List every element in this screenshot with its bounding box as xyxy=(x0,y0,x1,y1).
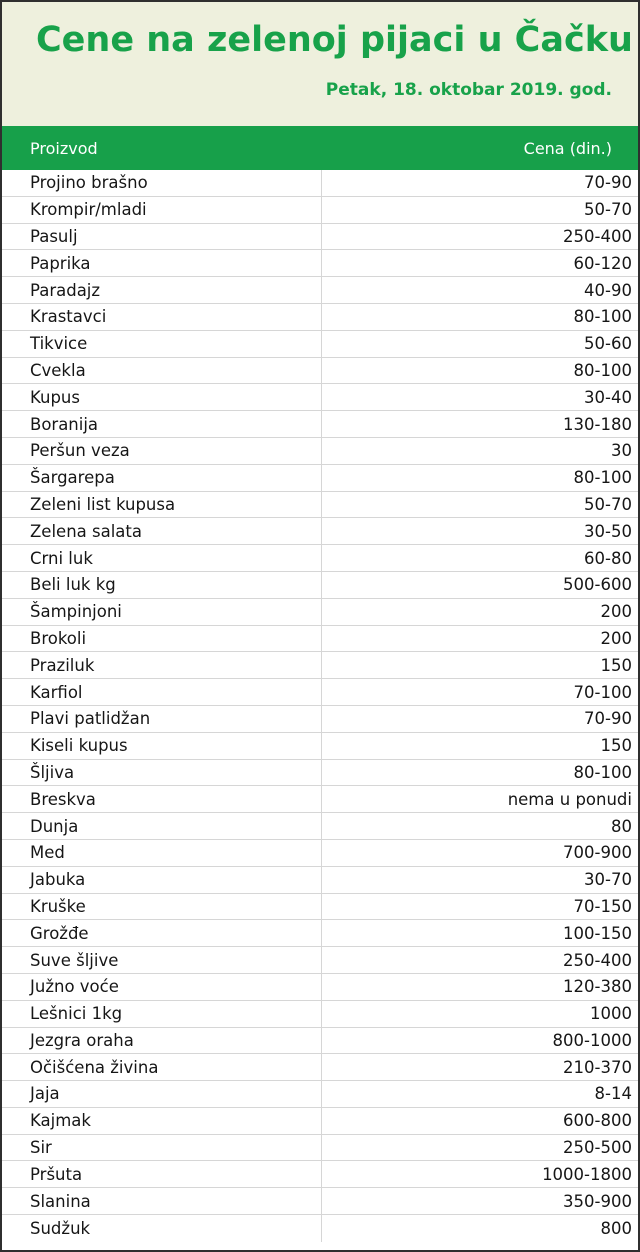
cell-price: 70-150 xyxy=(573,896,632,916)
table-row xyxy=(2,947,638,974)
table-row xyxy=(2,760,638,787)
cell-product: Brokoli xyxy=(2,626,322,652)
cell-price: 1000-1800 xyxy=(542,1164,632,1184)
table-header-row xyxy=(2,126,638,170)
table-row xyxy=(2,197,638,224)
table-row xyxy=(2,626,638,653)
cell-price: 200 xyxy=(600,628,632,648)
cell-product: Jezgra oraha xyxy=(2,1028,322,1054)
cell-product: Šljiva xyxy=(2,760,322,786)
cell-price: 60-120 xyxy=(573,253,632,273)
table-row xyxy=(2,652,638,679)
cell-price: 200 xyxy=(600,602,632,622)
table-row xyxy=(2,545,638,572)
cell-product: Plavi patlidžan xyxy=(2,706,322,732)
cell-price: 350-900 xyxy=(563,1191,632,1211)
column-header-product: Proizvod xyxy=(30,138,98,158)
cell-price: 500-600 xyxy=(563,575,632,595)
table-row xyxy=(2,974,638,1001)
cell-product: Beli luk kg xyxy=(2,572,322,598)
cell-product: Kajmak xyxy=(2,1108,322,1134)
cell-price: 60-80 xyxy=(584,548,632,568)
page-date: Petak, 18. oktobar 2019. god. xyxy=(325,80,612,101)
cell-price: 150 xyxy=(600,655,632,675)
table-row xyxy=(2,599,638,626)
cell-product: Praziluk xyxy=(2,652,322,678)
cell-product: Tikvice xyxy=(2,331,322,357)
table-row xyxy=(2,492,638,519)
cell-price: 80-100 xyxy=(573,762,632,782)
table-row xyxy=(2,786,638,813)
cell-price: 150 xyxy=(600,736,632,756)
cell-product: Slanina xyxy=(2,1188,322,1214)
cell-price: 30 xyxy=(611,441,632,461)
cell-product: Breskva xyxy=(2,786,322,812)
table-row xyxy=(2,733,638,760)
cell-product: Krompir/mladi xyxy=(2,197,322,223)
cell-price: 40-90 xyxy=(584,280,632,300)
table-row xyxy=(2,813,638,840)
table-row xyxy=(2,1054,638,1081)
table-row xyxy=(2,1135,638,1162)
cell-product: Pršuta xyxy=(2,1161,322,1187)
cell-price: 70-100 xyxy=(573,682,632,702)
cell-product: Očišćena živina xyxy=(2,1054,322,1080)
table-row xyxy=(2,840,638,867)
table-row xyxy=(2,518,638,545)
cell-product: Južno voće xyxy=(2,974,322,1000)
table-row xyxy=(2,277,638,304)
cell-price: 70-90 xyxy=(584,173,632,193)
cell-price: 100-150 xyxy=(563,923,632,943)
table-row xyxy=(2,1001,638,1028)
table-row xyxy=(2,1161,638,1188)
table-row xyxy=(2,1108,638,1135)
table-row xyxy=(2,679,638,706)
cell-price: nema u ponudi xyxy=(507,789,632,809)
cell-price: 70-90 xyxy=(584,709,632,729)
table-row xyxy=(2,411,638,438)
table-row xyxy=(2,1215,638,1242)
cell-product: Grožđe xyxy=(2,920,322,946)
cell-product: Sudžuk xyxy=(2,1215,322,1242)
page-header xyxy=(2,2,638,126)
cell-price: 800-1000 xyxy=(552,1030,632,1050)
cell-product: Boranija xyxy=(2,411,322,437)
cell-price: 8-14 xyxy=(594,1084,632,1104)
cell-product: Kupus xyxy=(2,384,322,410)
cell-price: 1000 xyxy=(590,1004,632,1024)
table-row xyxy=(2,170,638,197)
cell-product: Krastavci xyxy=(2,304,322,330)
table-row xyxy=(2,867,638,894)
cell-product: Šampinjoni xyxy=(2,599,322,625)
price-table-body xyxy=(2,170,638,1250)
cell-product: Zeleni list kupusa xyxy=(2,492,322,518)
cell-price: 120-380 xyxy=(563,977,632,997)
cell-price: 30-70 xyxy=(584,870,632,890)
cell-product: Jaja xyxy=(2,1081,322,1107)
table-row xyxy=(2,1188,638,1215)
cell-product: Suve šljive xyxy=(2,947,322,973)
cell-product: Šargarepa xyxy=(2,465,322,491)
cell-product: Pasulj xyxy=(2,224,322,250)
cell-product: Med xyxy=(2,840,322,866)
cell-product: Paradajz xyxy=(2,277,322,303)
cell-price: 50-60 xyxy=(584,334,632,354)
cell-product: Cvekla xyxy=(2,358,322,384)
cell-product: Lešnici 1kg xyxy=(2,1001,322,1027)
cell-price: 50-70 xyxy=(584,494,632,514)
cell-product: Dunja xyxy=(2,813,322,839)
cell-price: 600-800 xyxy=(563,1111,632,1131)
cell-product: Sir xyxy=(2,1135,322,1161)
cell-product: Karfiol xyxy=(2,679,322,705)
cell-price: 80-100 xyxy=(573,360,632,380)
table-row xyxy=(2,465,638,492)
cell-price: 250-400 xyxy=(563,226,632,246)
cell-price: 30-50 xyxy=(584,521,632,541)
table-row xyxy=(2,384,638,411)
table-row xyxy=(2,572,638,599)
table-row xyxy=(2,331,638,358)
cell-product: Projino brašno xyxy=(2,170,322,196)
cell-price: 80-100 xyxy=(573,307,632,327)
cell-product: Paprika xyxy=(2,250,322,276)
cell-product: Kiseli kupus xyxy=(2,733,322,759)
cell-price: 30-40 xyxy=(584,387,632,407)
table-row xyxy=(2,224,638,251)
cell-price: 80-100 xyxy=(573,468,632,488)
table-row xyxy=(2,1028,638,1055)
table-row xyxy=(2,920,638,947)
table-row xyxy=(2,304,638,331)
cell-product: Kruške xyxy=(2,894,322,920)
cell-price: 130-180 xyxy=(563,414,632,434)
table-row xyxy=(2,894,638,921)
page-title: Cene na zelenoj pijaci u Čačku xyxy=(36,20,633,60)
table-row xyxy=(2,438,638,465)
cell-price: 800 xyxy=(600,1218,632,1238)
column-header-price: Cena (din.) xyxy=(523,138,612,158)
cell-price: 250-500 xyxy=(563,1138,632,1158)
cell-product: Crni luk xyxy=(2,545,322,571)
cell-product: Zelena salata xyxy=(2,518,322,544)
table-row xyxy=(2,250,638,277)
cell-product: Peršun veza xyxy=(2,438,322,464)
cell-price: 210-370 xyxy=(563,1057,632,1077)
table-row xyxy=(2,706,638,733)
cell-price: 80 xyxy=(611,816,632,836)
cell-product: Jabuka xyxy=(2,867,322,893)
cell-price: 250-400 xyxy=(563,950,632,970)
table-row xyxy=(2,1081,638,1108)
table-row xyxy=(2,358,638,385)
cell-price: 50-70 xyxy=(584,200,632,220)
cell-price: 700-900 xyxy=(563,843,632,863)
